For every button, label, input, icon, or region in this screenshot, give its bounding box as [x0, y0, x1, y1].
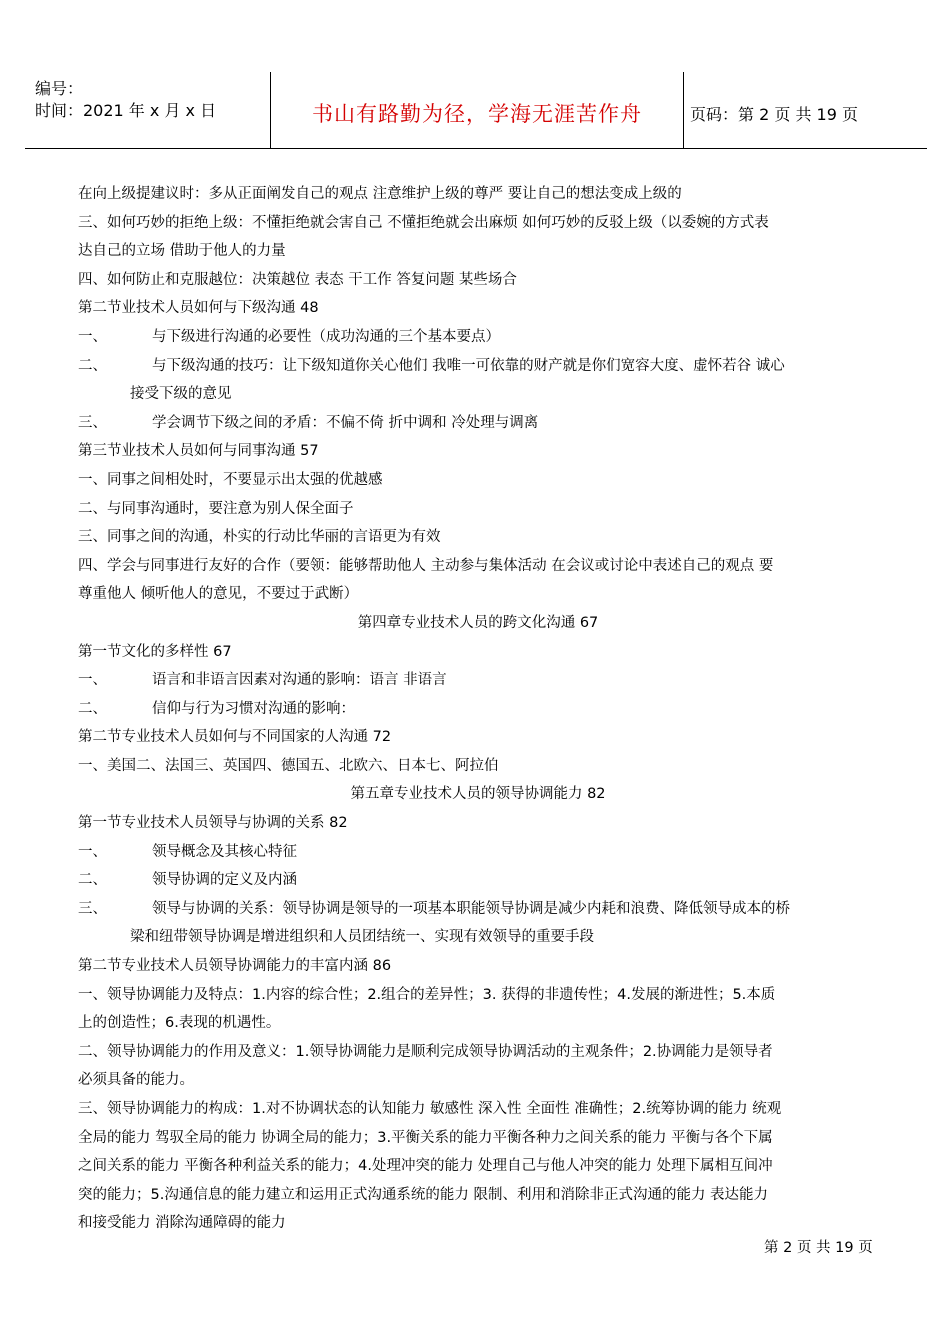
text-line: 全局的能力 驾驭全局的能力 协调全局的能力；3.平衡关系的能力平衡各种力之间关系的能力 平衡与各个下属: [78, 1129, 773, 1146]
numbered-item: [78, 666, 878, 695]
numbered-item: [78, 323, 878, 352]
item-number: 二、: [78, 700, 107, 717]
text-line: 梁和纽带领导协调是增进组织和人员团结统一、实现有效领导的重要手段: [130, 929, 594, 946]
text-line: 三、领导协调能力的构成：1.对不协调状态的认知能力 敏感性 深入性 全面性 准确性；2.统筹协调的能力 统观: [78, 1101, 782, 1117]
item-text: 领导协调的定义及内涵: [152, 872, 297, 889]
page-header: [25, 72, 927, 149]
text-line: 三、同事之间的沟通，朴实的行动比华丽的言语更为有效: [78, 529, 441, 546]
item-text: 信仰与行为习惯对沟通的影响：: [152, 700, 355, 717]
text-line: 接受下级的意见: [130, 386, 232, 403]
header-motto-box: [270, 72, 684, 148]
numbered-item: [78, 352, 878, 381]
section-heading: 第二节专业技术人员领导协调能力的丰富内涵 86: [78, 958, 392, 975]
document-body: [78, 180, 878, 1238]
text-line: 二、领导协调能力的作用及意义：1.领导协调能力是顺利完成领导协调活动的主观条件；2.协调能力是领导者: [78, 1043, 773, 1060]
item-number: 三、: [78, 900, 107, 917]
item-number: 一、: [78, 843, 107, 860]
item-number: 二、: [78, 872, 107, 889]
text-line: 之间关系的能力 平衡各种利益关系的能力；4.处理冲突的能力 处理自己与他人冲突的能力 处理下属相互间冲: [78, 1158, 773, 1175]
text-line: 突的能力；5.沟通信息的能力建立和运用正式沟通系统的能力 限制、利用和消除非正式沟通的能力 表达能力: [78, 1186, 769, 1203]
text-line: 四、学会与同事进行友好的合作（要领：能够帮助他人 主动参与集体活动 在会议或讨论中表述自己的观点 要: [78, 557, 774, 574]
motto: 书山有路勤为径，学海无涯苦作舟: [312, 102, 642, 126]
text-line: 四、如何防止和克服越位：决策越位 表态 干工作 答复问题 某些场合: [78, 271, 517, 288]
text-line: 一、领导协调能力及特点：1.内容的综合性；2.组合的差异性；3. 获得的非遗传性；4.发展的渐进性；5.本质: [78, 986, 776, 1003]
section-heading: 第二节专业技术人员如何与不同国家的人沟通 72: [78, 729, 392, 746]
item-text: 学会调节下级之间的矛盾：不偏不倚 折中调和 冷处理与调离: [152, 414, 539, 431]
section-heading: 第一节专业技术人员领导与协调的关系 82: [78, 815, 348, 832]
section-heading: 第二节业技术人员如何与下级沟通 48: [78, 300, 319, 317]
numbered-item: [78, 695, 878, 724]
text-line: 上的创造性；6.表现的机遇性。: [78, 1015, 281, 1032]
item-number: 一、: [78, 328, 107, 345]
numbered-item: [78, 866, 878, 895]
item-number: 一、: [78, 672, 107, 689]
time-label: 时间：2021 年 x 月 x 日: [35, 101, 217, 120]
item-text: 与下级进行沟通的必要性（成功沟通的三个基本要点）: [152, 328, 500, 345]
header-page-info: 页码：第 2 页 共 19 页: [690, 105, 858, 124]
chapter-heading: 第四章专业技术人员的跨文化沟通 67: [357, 614, 599, 631]
numbered-item: [78, 895, 878, 924]
section-heading: 第三节业技术人员如何与同事沟通 57: [78, 443, 319, 460]
numbered-item: [78, 838, 878, 867]
header-meta: [35, 78, 216, 122]
number-label: 编号：: [35, 79, 84, 98]
item-text: 与下级沟通的技巧：让下级知道你关心他们 我唯一可依靠的财产就是你们宽容大度、虚怀若谷 诚心: [152, 357, 785, 374]
item-number: 二、: [78, 357, 107, 374]
numbered-item: [78, 409, 878, 438]
item-text: 语言和非语言因素对沟通的影响：语言 非语言: [152, 672, 447, 689]
item-text: 领导概念及其核心特征: [152, 843, 297, 860]
item-number: 三、: [78, 414, 107, 431]
item-text: 领导与协调的关系：领导协调是领导的一项基本职能领导协调是减少内耗和浪费、降低领导成本的桥: [152, 900, 790, 917]
text-line: 和接受能力 消除沟通障碍的能力: [78, 1215, 286, 1232]
chapter-heading: 第五章专业技术人员的领导协调能力 82: [350, 786, 606, 803]
text-line: 必须具备的能力。: [78, 1072, 194, 1089]
text-line: 二、与同事沟通时，要注意为别人保全面子: [78, 500, 354, 517]
text-line: 一、美国二、法国三、英国四、德国五、北欧六、日本七、阿拉伯: [78, 757, 499, 774]
text-line: 达自己的立场 借助于他人的力量: [78, 243, 286, 260]
section-heading: 第一节文化的多样性 67: [78, 643, 232, 660]
text-line: 在向上级提建议时：多从正面阐发自己的观点 注意维护上级的尊严 要让自己的想法变成上级的: [78, 186, 682, 202]
text-line: 三、如何巧妙的拒绝上级：不懂拒绝就会害自己 不懂拒绝就会出麻烦 如何巧妙的反驳上级（以委婉的方式表: [78, 214, 769, 231]
text-line: 尊重他人 倾听他人的意见，不要过于武断）: [78, 586, 359, 603]
text-line: 一、同事之间相处时，不要显示出太强的优越感: [78, 471, 383, 488]
page-footer: 第 2 页 共 19 页: [764, 1240, 873, 1256]
